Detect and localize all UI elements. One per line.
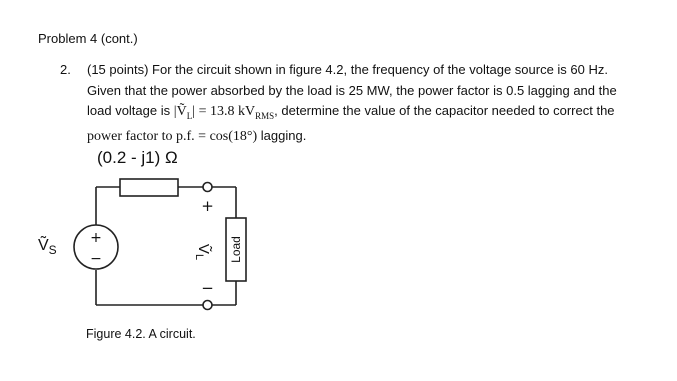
figure-caption: Figure 4.2. A circuit.	[86, 327, 196, 341]
statement-line-2: Given that the power absorbed by the load is 25 MW, the power factor is 0.5 lagging and the	[87, 82, 617, 98]
bottom-terminal	[203, 301, 212, 310]
load-plus-sign: +	[201, 197, 214, 215]
statement-line-1: (15 points) For the circuit shown in figure 4.2, the frequency of the voltage source is 60 Hz.	[87, 62, 608, 77]
source-plus-sign: +	[90, 230, 102, 246]
load-voltage-label: Ṽ$_L$	[193, 243, 212, 261]
line3-prefix: load voltage is	[87, 103, 171, 118]
load-minus-sign: −	[201, 279, 214, 297]
impedance-resistor-box	[120, 179, 178, 196]
item-number: 2.	[60, 62, 71, 77]
impedance-label: (0.2 - j1) Ω	[97, 148, 178, 167]
source-minus-sign: −	[90, 251, 102, 267]
load-voltage-value: = 13.8 $kV_{RMS}$	[198, 104, 275, 121]
line4-suffix: lagging.	[260, 128, 307, 144]
load-voltage-magnitude: |Ṽ$_L$|	[173, 104, 195, 121]
problem-heading: Problem 4 (cont.)	[38, 31, 138, 46]
top-terminal	[203, 183, 212, 192]
source-voltage-label: Ṽ$_S$	[38, 237, 57, 257]
target-power-factor: power factor to p.f. = cos(18°)	[87, 129, 258, 145]
load-box-label: Load	[229, 236, 243, 263]
line3-suffix: , determine the value of the capacitor needed to correct the	[274, 103, 615, 118]
